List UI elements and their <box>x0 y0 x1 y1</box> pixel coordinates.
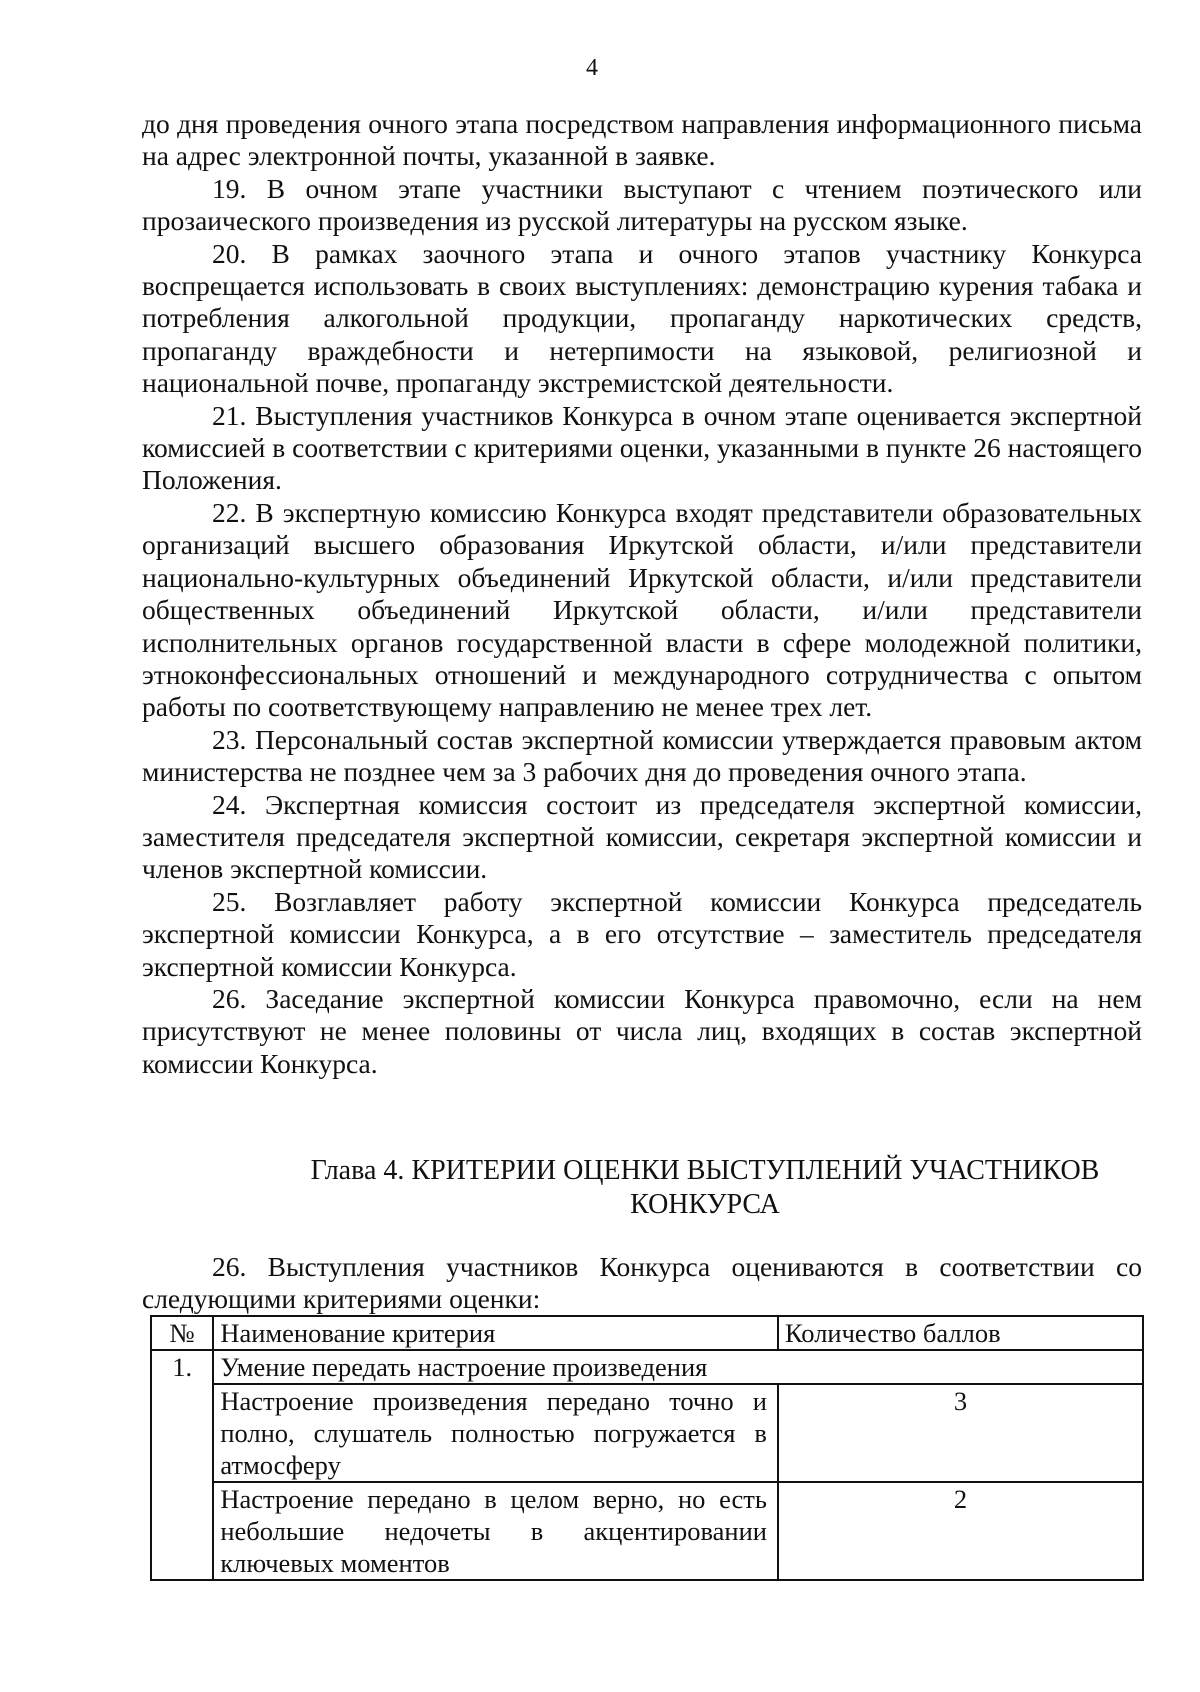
header-name: Наименование критерия <box>213 1316 778 1350</box>
table-row <box>151 1384 1143 1482</box>
paragraph-26: 26. Заседание экспертной комиссии Конкурса правомочно, если на нем присутствуют не менее половины от числа лиц, входящих в состав экспертной комиссии Конкурса. <box>142 982 1142 1079</box>
paragraph-23: 23. Персональный состав экспертной комиссии утверждается правовым актом министерства не позднее чем за 3 рабочих дня до проведения очного этапа. <box>142 723 1142 788</box>
paragraph-25: 25. Возглавляет работу экспертной комиссии Конкурса председатель экспертной комиссии Конкурса, а в его отсутствие – заместитель председателя экспертной комиссии Конкурса. <box>142 885 1142 982</box>
criterion-title-row <box>151 1350 1143 1384</box>
level-description: Настроение произведения передано точно и полно, слушатель полностью погружается в атмосферу <box>213 1384 778 1482</box>
paragraph-continuation: до дня проведения очного этапа посредством направления информационного письма на адрес электронной почты, указанной в заявке. <box>142 108 1142 172</box>
paragraph-22: 22. В экспертную комиссию Конкурса входят представители образовательных организаций высшего образования Иркутской области, и/или представители национально-культурных объединений Иркутской области, и/или представители общественных объединений Иркутской области, и/или представители исполнительных органов государственной власти в сфере молодежной политики, этноконфессиональных отношений и международного сотрудничества с опытом работы по соответствующему направлению не менее трех лет. <box>142 496 1142 723</box>
criterion-number-continuation <box>151 1384 213 1580</box>
criteria-table <box>150 1315 1144 1581</box>
paragraph-21: 21. Выступления участников Конкурса в очном этапе оценивается экспертной комиссией в соответствии с критериями оценки, указанными в пункте 26 настоящего Положения. <box>142 399 1142 496</box>
criteria-intro: 26. Выступления участников Конкурса оцениваются в соответствии со следующими критериями оценки: <box>142 1251 1142 1314</box>
paragraph-19: 19. В очном этапе участники выступают с чтением поэтического или прозаического произведения из русской литературы на русском языке. <box>142 172 1142 237</box>
paragraph-20: 20. В рамках заочного этапа и очного этапов участнику Конкурса воспрещается использовать в своих выступлениях: демонстрацию курения табака и потребления алкогольной продукции, пропаганду наркотических средств, пропаганду враждебности и нетерпимости на языковой, религиозной и национальной почве, пропаганду экстремистской деятельности. <box>142 237 1142 399</box>
header-points: Количество баллов <box>778 1316 1143 1350</box>
criterion-title: Умение передать настроение произведения <box>213 1350 1143 1384</box>
level-points: 3 <box>778 1384 1143 1482</box>
body-text <box>142 108 1142 1080</box>
header-num: № <box>151 1316 213 1350</box>
level-points: 2 <box>778 1482 1143 1580</box>
level-description: Настроение передано в целом верно, но есть небольшие недочеты в акцентировании ключевых моментов <box>213 1482 778 1580</box>
page-number: 4 <box>586 55 598 81</box>
paragraph-24: 24. Экспертная комиссия состоит из председателя экспертной комиссии, заместителя председателя экспертной комиссии, секретаря экспертной комиссии и членов экспертной комиссии. <box>142 788 1142 885</box>
table-header-row <box>151 1316 1143 1350</box>
table-row <box>151 1482 1143 1580</box>
criterion-number: 1. <box>151 1350 213 1384</box>
chapter-title: Глава 4. КРИТЕРИИ ОЦЕНКИ ВЫСТУПЛЕНИЙ УЧАСТНИКОВ КОНКУРСА <box>310 1155 1100 1220</box>
